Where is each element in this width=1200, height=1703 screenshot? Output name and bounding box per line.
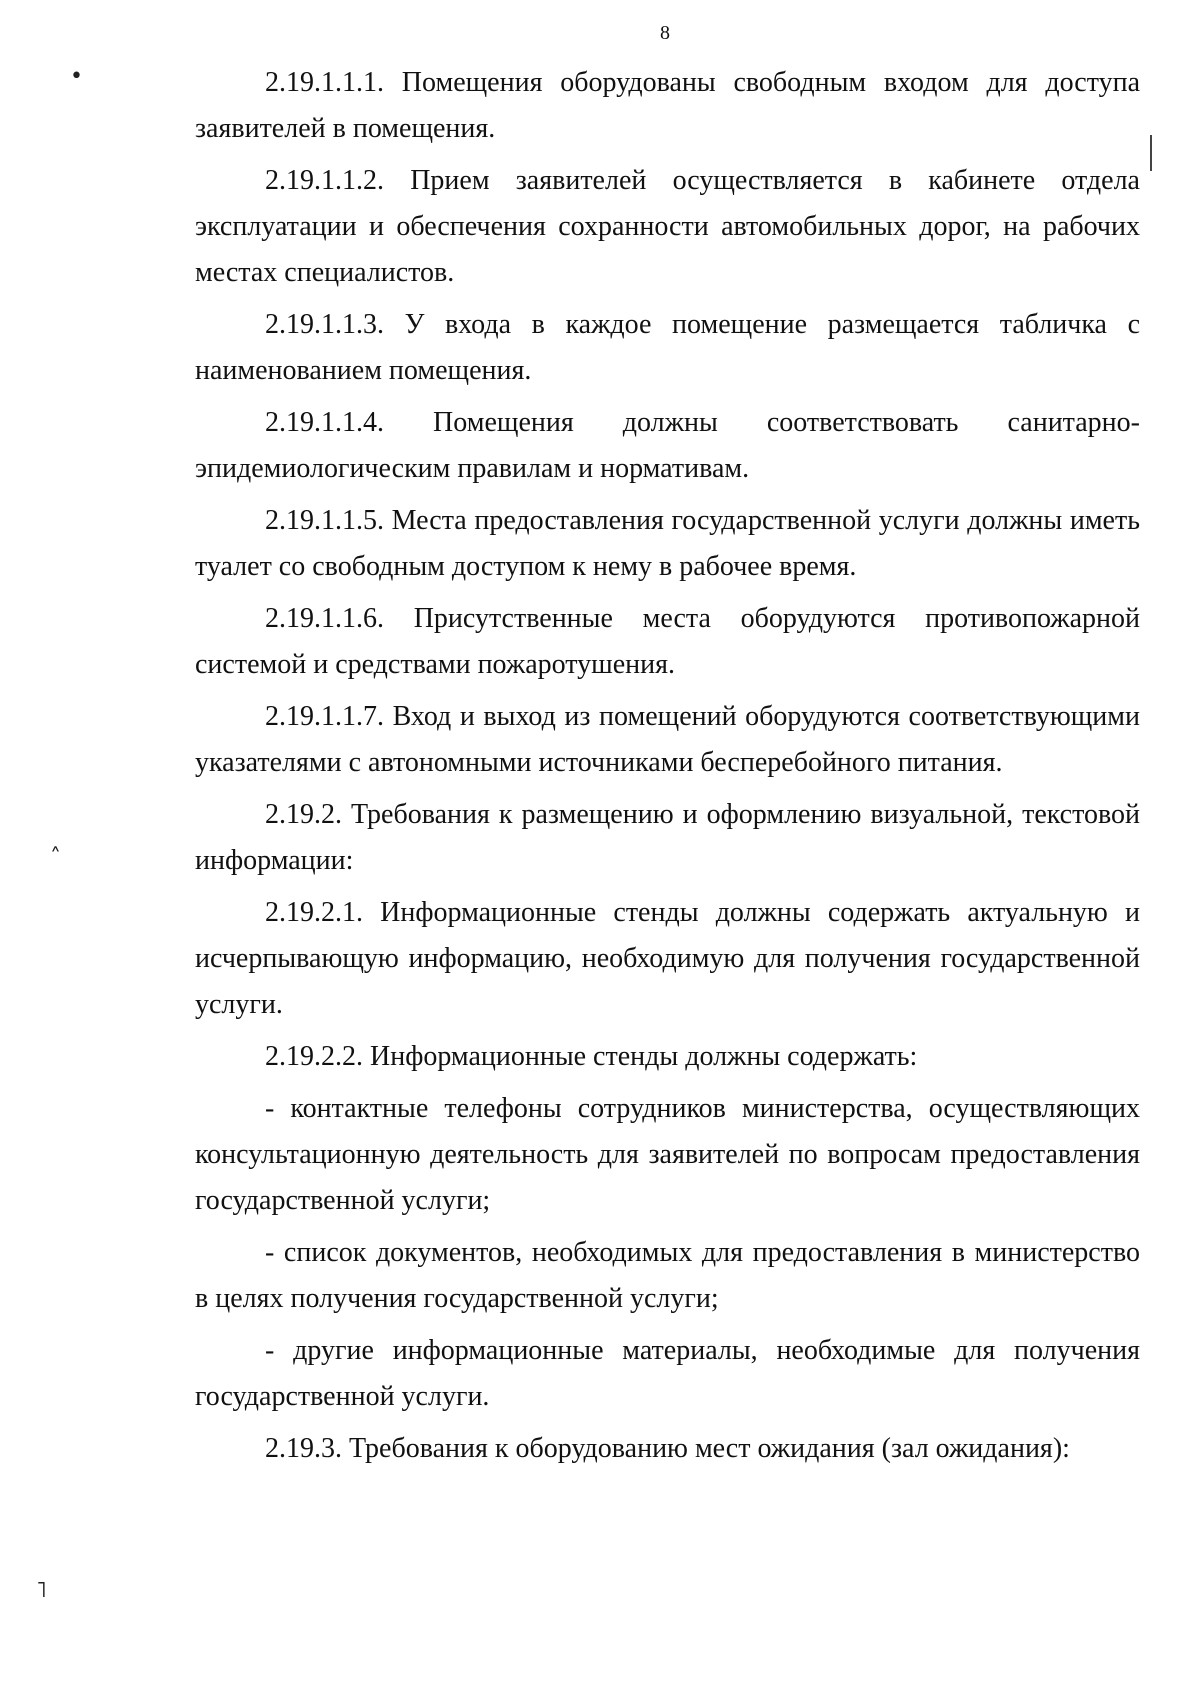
document-body [195, 60, 1140, 1478]
page-number: 8 [660, 22, 670, 44]
paragraph-2-19-3: 2.19.3. Требования к оборудованию мест ожидания (зал ожидания): [265, 1433, 1070, 1464]
list-item-other-materials: - другие информационные материалы, необходимые для получения государственной услуги. [195, 1335, 1140, 1412]
scan-artifact-mark: • [70, 64, 83, 89]
paragraph-2-19-2-1: 2.19.2.1. Информационные стенды должны содержать актуальную и исчерпывающую информацию, необходимую для получения государственной услуги. [195, 897, 1140, 1020]
list-item-documents: - список документов, необходимых для предоставления в министерство в целях получения государственной услуги; [195, 1237, 1140, 1314]
paragraph-2-19-1-1-5: 2.19.1.1.5. Места предоставления государственной услуги должны иметь туалет со свободным доступом к нему в рабочее время. [195, 505, 1140, 582]
scan-artifact-mark: ˄ [50, 845, 61, 870]
scan-artifact-mark: ˥ [36, 1578, 47, 1603]
list-item-contacts: - контактные телефоны сотрудников министерства, осуществляющих консультационную деятельность для заявителей по вопросам предоставления государственной услуги; [195, 1093, 1140, 1216]
scan-edge-line [1150, 135, 1152, 171]
paragraph-2-19-1-1-3: 2.19.1.1.3. У входа в каждое помещение размещается табличка с наименованием помещения. [195, 309, 1140, 386]
paragraph-2-19-2: 2.19.2. Требования к размещению и оформлению визуальной, текстовой информации: [195, 799, 1140, 876]
paragraph-2-19-1-1-7: 2.19.1.1.7. Вход и выход из помещений оборудуются соответствующими указателями с автономными источниками бесперебойного питания. [195, 701, 1140, 778]
paragraph-2-19-1-1-6: 2.19.1.1.6. Присутственные места оборудуются противопожарной системой и средствами пожаротушения. [195, 603, 1140, 680]
paragraph-2-19-2-2: 2.19.2.2. Информационные стенды должны содержать: [265, 1041, 918, 1072]
paragraph-2-19-1-1-2: 2.19.1.1.2. Прием заявителей осуществляется в кабинете отдела эксплуатации и обеспечения сохранности автомобильных дорог, на рабочих местах специалистов. [195, 165, 1140, 288]
paragraph-2-19-1-1-1: 2.19.1.1.1. Помещения оборудованы свободным входом для доступа заявителей в помещения. [195, 67, 1140, 144]
paragraph-2-19-1-1-4: 2.19.1.1.4. Помещения должны соответствовать санитарно-эпидемиологическим правилам и нормативам. [195, 407, 1140, 484]
